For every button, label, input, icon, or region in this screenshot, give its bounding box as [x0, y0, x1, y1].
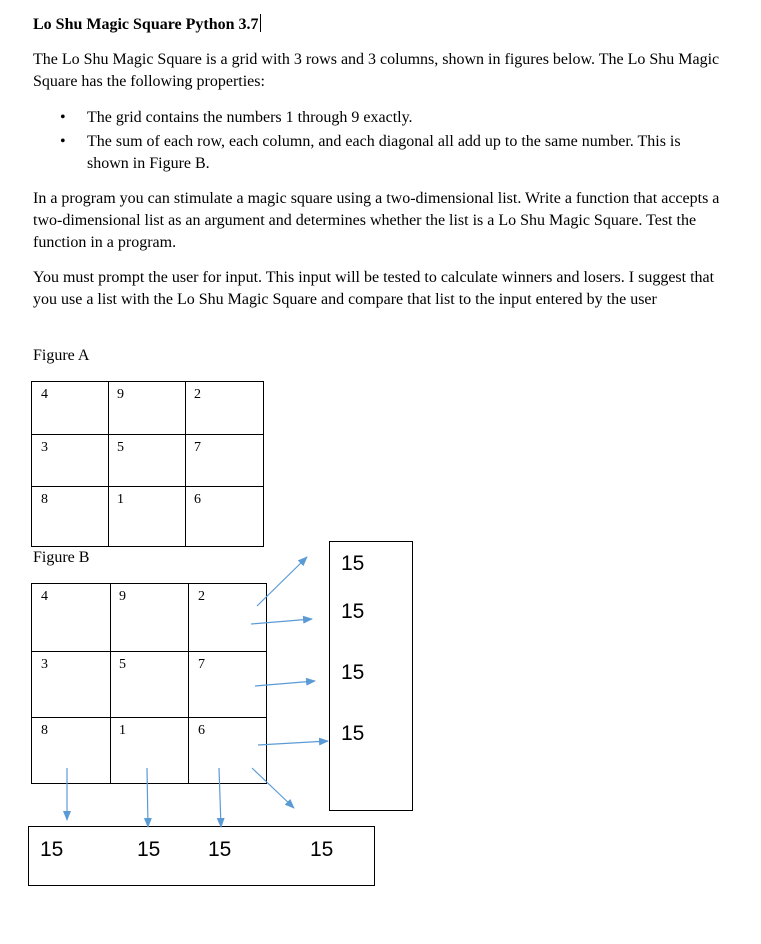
diagonal-sum-up: 15	[341, 552, 365, 575]
grid-cell: 3	[32, 652, 111, 718]
grid-cell: 3	[32, 435, 109, 487]
title-text: Lo Shu Magic Square Python 3.7	[33, 16, 259, 33]
grid-cell: 1	[111, 718, 189, 784]
grid-cell: 8	[32, 487, 109, 547]
grid-cell: 7	[186, 435, 264, 487]
grid-cell: 4	[32, 382, 109, 435]
grid-cell: 4	[32, 584, 111, 652]
arrow-row-2	[255, 681, 315, 686]
grid-cell: 1	[109, 487, 186, 547]
intro-paragraph: The Lo Shu Magic Square is a grid with 3 rows and 3 columns, shown in figures below. The Lo Shu Magic Square has the following properties:	[33, 51, 720, 90]
paragraph-two-dimensional-list: In a program you can stimulate a magic square using a two-dimensional list. Write a function that accepts a two-dimensional list as an argument and determines whether the list is a Lo Shu Magic Square. Test the function in a program.	[33, 190, 720, 251]
column-sum-1: 15	[40, 838, 64, 861]
figure-a-label: Figure A	[33, 347, 90, 364]
grid-cell: 2	[189, 584, 267, 652]
paragraph-prompt-user: You must prompt the user for input. This input will be tested to calculate winners and losers. I suggest that you use a list with the Lo Shu Magic Square and compare that list to the input entered by the user	[33, 269, 715, 308]
grid-cell: 9	[109, 382, 186, 435]
diagonal-sum-down: 15	[310, 838, 334, 861]
arrow-row-1	[251, 619, 312, 624]
arrow-row-3	[258, 741, 328, 745]
grid-cell: 8	[32, 718, 111, 784]
figure-b-label: Figure B	[33, 549, 90, 566]
row-sum-3: 15	[341, 722, 365, 745]
arrow-column-3	[219, 768, 221, 827]
grid-cell: 6	[189, 718, 267, 784]
grid-cell: 6	[186, 487, 264, 547]
row-sum-1: 15	[341, 600, 365, 623]
column-sum-2: 15	[137, 838, 161, 861]
grid-cell: 9	[111, 584, 189, 652]
grid-cell: 5	[109, 435, 186, 487]
arrow-diagonal-down	[252, 768, 294, 808]
list-item: • The sum of each row, each column, and each diagonal all add up to the same number. This is shown in Figure B.	[60, 131, 720, 175]
arrow-diagonal-up	[257, 557, 307, 606]
row-sum-2: 15	[341, 661, 365, 684]
list-item: • The grid contains the numbers 1 through 9 exactly.	[60, 107, 720, 129]
column-sum-3: 15	[208, 838, 232, 861]
arrow-column-2	[147, 768, 148, 827]
grid-cell: 2	[186, 382, 264, 435]
grid-cell: 5	[111, 652, 189, 718]
grid-cell: 7	[189, 652, 267, 718]
